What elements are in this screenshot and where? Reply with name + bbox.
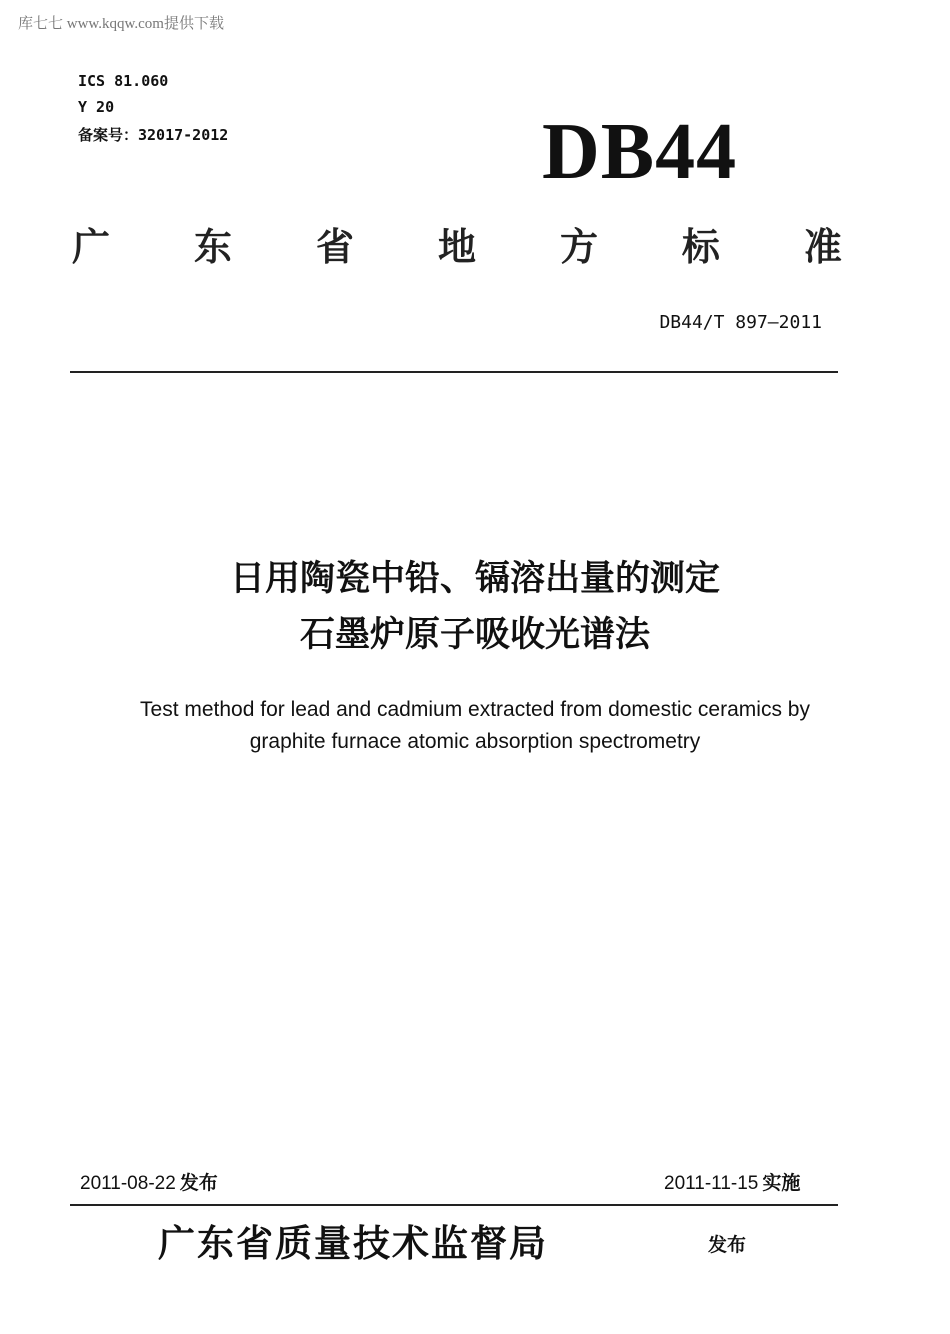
implementation-date-value: 2011-11-15 <box>664 1173 759 1194</box>
issue-date <box>80 1168 218 1195</box>
issuer-label: 发布 <box>708 1234 747 1256</box>
standard-type-char: 东 <box>193 225 232 269</box>
standard-type-char: 地 <box>437 225 476 269</box>
db44-logo: DB44 <box>542 108 738 196</box>
implementation-date <box>664 1168 800 1195</box>
ics-code: ICS 81.060 <box>78 72 169 90</box>
classification-code: Y 20 <box>78 98 115 116</box>
standard-type-heading <box>72 222 842 272</box>
title-en-line2: graphite furnace atomic absorption spectrometry <box>249 730 701 753</box>
standard-type-char: 方 <box>559 225 598 269</box>
issue-date-value: 2011-08-22 <box>80 1173 176 1194</box>
title-cn-line2: 石墨炉原子吸收光谱法 <box>299 615 650 655</box>
watermark-text: 库七七 www.kqqw.com提供下载 <box>18 16 224 32</box>
title-en-line1: Test method for lead and cadmium extracted from domestic ceramics by <box>140 698 810 721</box>
standard-type-char: 省 <box>315 225 354 269</box>
bottom-divider <box>70 1204 838 1206</box>
title-cn-line1: 日用陶瓷中铅、镉溶出量的测定 <box>229 559 720 599</box>
implementation-date-label: 实施 <box>762 1172 801 1194</box>
standard-type-char: 准 <box>803 225 842 269</box>
issuer-name: 广东省质量技术监督局 <box>158 1221 548 1265</box>
standard-type-char: 广 <box>72 225 111 269</box>
issue-date-label: 发布 <box>179 1172 218 1194</box>
standard-number: DB44/T 897—2011 <box>659 312 822 333</box>
record-number: 备案号：32017-2012 <box>78 126 229 144</box>
standard-type-char: 标 <box>681 225 720 269</box>
top-divider <box>70 371 838 373</box>
